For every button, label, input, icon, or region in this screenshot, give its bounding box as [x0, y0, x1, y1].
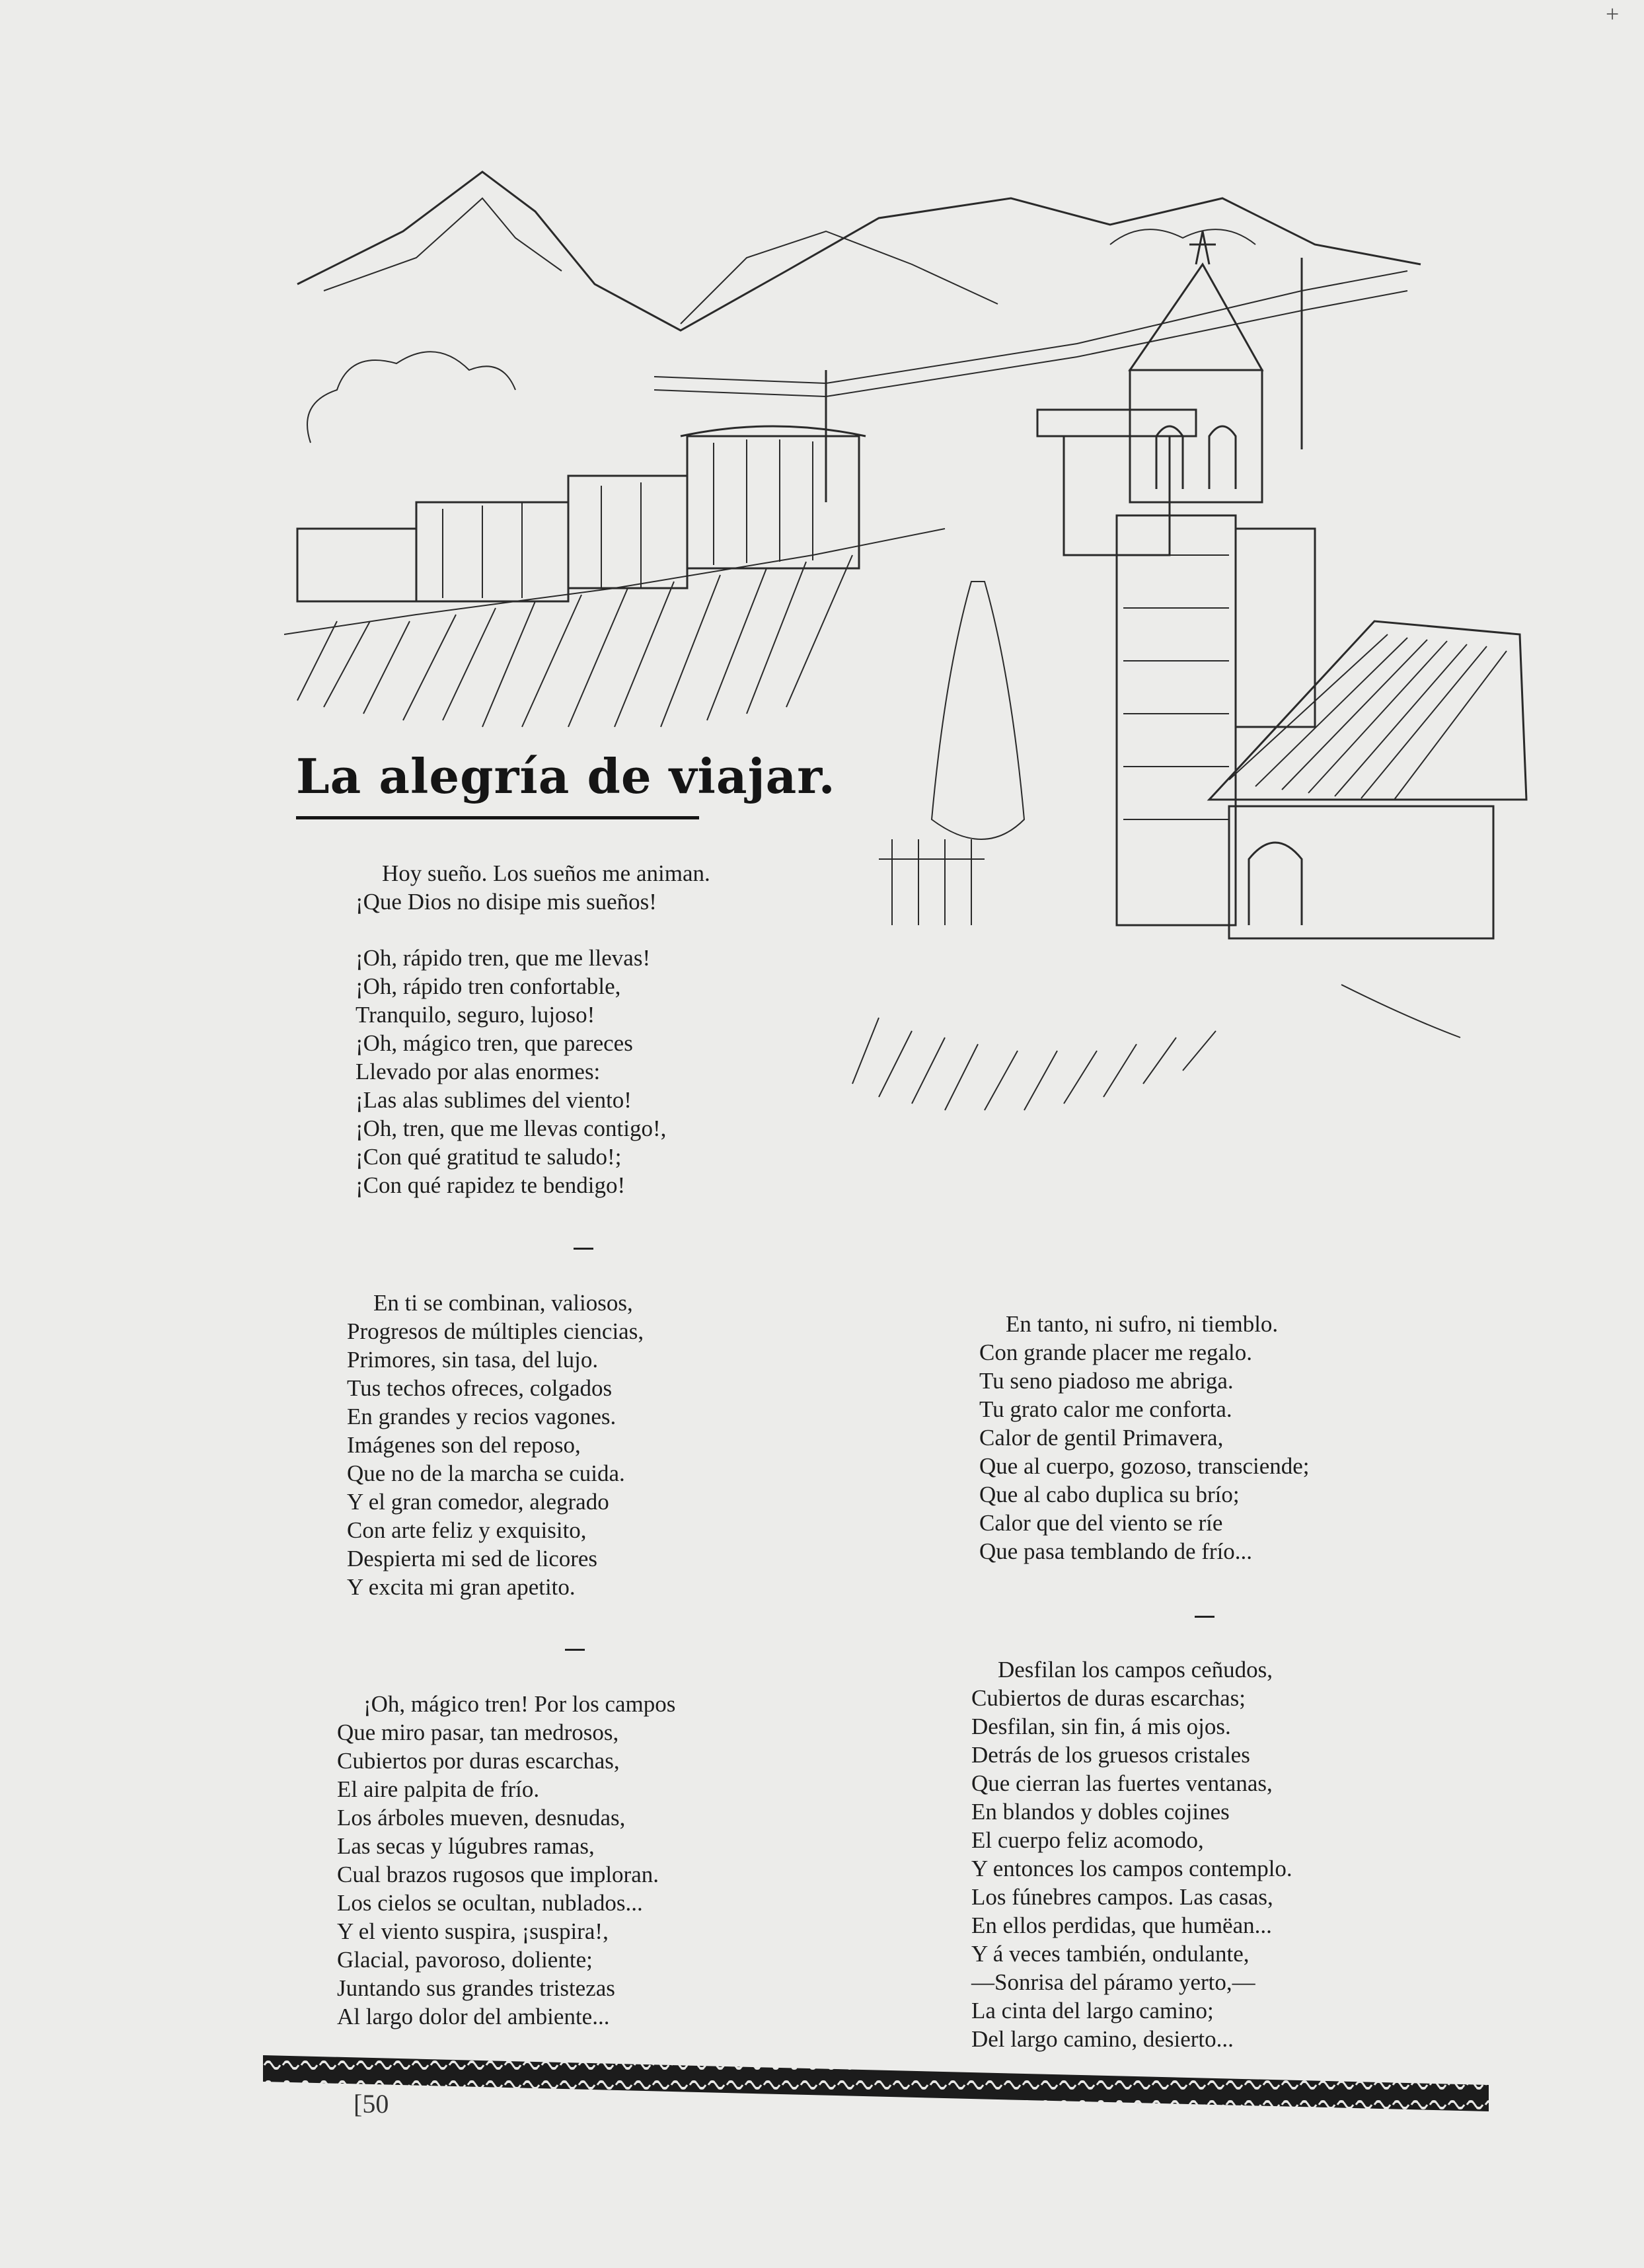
poem-line: Con grande placer me regalo.	[979, 1340, 1253, 1365]
poem-line: —Sonrisa del páramo yerto,—	[971, 1969, 1255, 1995]
poem-line: Los cielos se ocultan, nublados...	[337, 1890, 643, 1916]
poem-line: Llevado por alas enormes:	[355, 1059, 601, 1084]
poem-line: Cual brazos rugosos que imploran.	[337, 1862, 659, 1887]
stanza-left-2	[355, 944, 666, 1199]
stanza-right-2	[971, 1655, 1292, 2053]
poem-line: En tanto, ni sufro, ni tiemblo.	[1006, 1311, 1279, 1337]
poem-line: ¡Oh, mágico tren, que pareces	[355, 1030, 633, 1056]
poem-line: Que al cuerpo, gozoso, transciende;	[979, 1453, 1310, 1479]
poem-line: ¡Con qué rapidez te bendigo!	[355, 1172, 626, 1198]
poem-line: El aire palpita de frío.	[337, 1776, 540, 1802]
poem-line: Juntando sus grandes tristezas	[337, 1975, 615, 2001]
poem-line: Que cierran las fuertes ventanas,	[971, 1770, 1273, 1796]
poem-line: Los árboles mueven, desnudas,	[337, 1805, 626, 1831]
poem-line: ¡Que Dios no disipe mis sueños!	[355, 889, 657, 915]
poem-line: Despierta mi sed de licores	[347, 1546, 598, 1571]
poem-line: Desfilan, sin fin, á mis ojos.	[971, 1714, 1231, 1739]
poem-line: Que al cabo duplica su brío;	[979, 1482, 1240, 1507]
decorative-border	[263, 2055, 1489, 2111]
poem-line: El cuerpo feliz acomodo,	[971, 1827, 1204, 1853]
poem-line: ¡Oh, rápido tren, que me llevas!	[355, 945, 651, 971]
poem-line: En blandos y dobles cojines	[971, 1799, 1230, 1825]
stanza-left-3	[347, 1289, 644, 1601]
poem-line: Las secas y lúgubres ramas,	[337, 1833, 595, 1859]
poem-line: Y el viento suspira, ¡suspira!,	[337, 1918, 609, 1944]
poem-line: ¡Las alas sublimes del viento!	[355, 1087, 632, 1113]
stanza-right-1	[979, 1310, 1310, 1566]
poem-line: Imágenes son del reposo,	[347, 1432, 581, 1458]
stanza-left-1	[355, 859, 710, 916]
poem-line: Al largo dolor del ambiente...	[337, 2004, 610, 2029]
poem-line: ¡Oh, tren, que me llevas contigo!,	[355, 1115, 667, 1141]
poem-line: En grandes y recios vagones.	[347, 1404, 616, 1429]
poem-line: Glacial, pavoroso, doliente;	[337, 1947, 593, 1973]
poem-line: Calor que del viento se ríe	[979, 1510, 1223, 1536]
poem-line: Tus techos ofreces, colgados	[347, 1375, 613, 1401]
poem-line: Los fúnebres campos. Las casas,	[971, 1884, 1273, 1910]
poem-line: Del largo camino, desierto...	[971, 2026, 1234, 2052]
poem-line: En ellos perdidas, que humëan...	[971, 1912, 1272, 1938]
stanza-divider	[574, 1248, 593, 1250]
stanza-left-4	[337, 1690, 675, 2031]
poem-line: Con arte feliz y exquisito,	[347, 1517, 587, 1543]
poem-line: Y entonces los campos contemplo.	[971, 1856, 1292, 1881]
poem-line: Cubiertos de duras escarchas;	[971, 1685, 1246, 1711]
poem-line: Progresos de múltiples ciencias,	[347, 1318, 644, 1344]
poem-line: Primores, sin tasa, del lujo.	[347, 1347, 599, 1373]
poem-line: Detrás de los gruesos cristales	[971, 1742, 1250, 1768]
poem-line: Desfilan los campos ceñudos,	[998, 1657, 1273, 1682]
poem-title: La alegría de viajar.	[296, 743, 699, 819]
poem-line: Calor de gentil Primavera,	[979, 1425, 1224, 1451]
poem-line: ¡Oh, rápido tren confortable,	[355, 973, 621, 999]
poem-line: Hoy sueño. Los sueños me animan.	[382, 860, 710, 886]
corner-mark: +	[1606, 1, 1620, 27]
stanza-divider	[565, 1649, 585, 1651]
poem-line: Cubiertos por duras escarchas,	[337, 1748, 620, 1774]
poem-line: Y á veces también, ondulante,	[971, 1941, 1250, 1967]
poem-line: Que miro pasar, tan medrosos,	[337, 1720, 619, 1745]
stanza-divider	[1195, 1616, 1214, 1618]
poem-line: Que no de la marcha se cuida.	[347, 1460, 625, 1486]
poem-line: ¡Con qué gratitud te saludo!;	[355, 1144, 622, 1170]
poem-line: Y excita mi gran apetito.	[347, 1574, 576, 1600]
poem-line: ¡Oh, mágico tren! Por los campos	[363, 1691, 676, 1717]
poem-line: Tu seno piadoso me abriga.	[979, 1368, 1234, 1394]
poem-line: Que pasa temblando de frío...	[979, 1538, 1253, 1564]
poem-line: Y el gran comedor, alegrado	[347, 1489, 609, 1515]
page-number: [50	[354, 2089, 389, 2119]
poem-line: En ti se combinan, valiosos,	[373, 1290, 633, 1316]
poem-line: Tranquilo, seguro, lujoso!	[355, 1002, 595, 1028]
poem-line: Tu grato calor me conforta.	[979, 1396, 1232, 1422]
poem-line: La cinta del largo camino;	[971, 1998, 1214, 2023]
